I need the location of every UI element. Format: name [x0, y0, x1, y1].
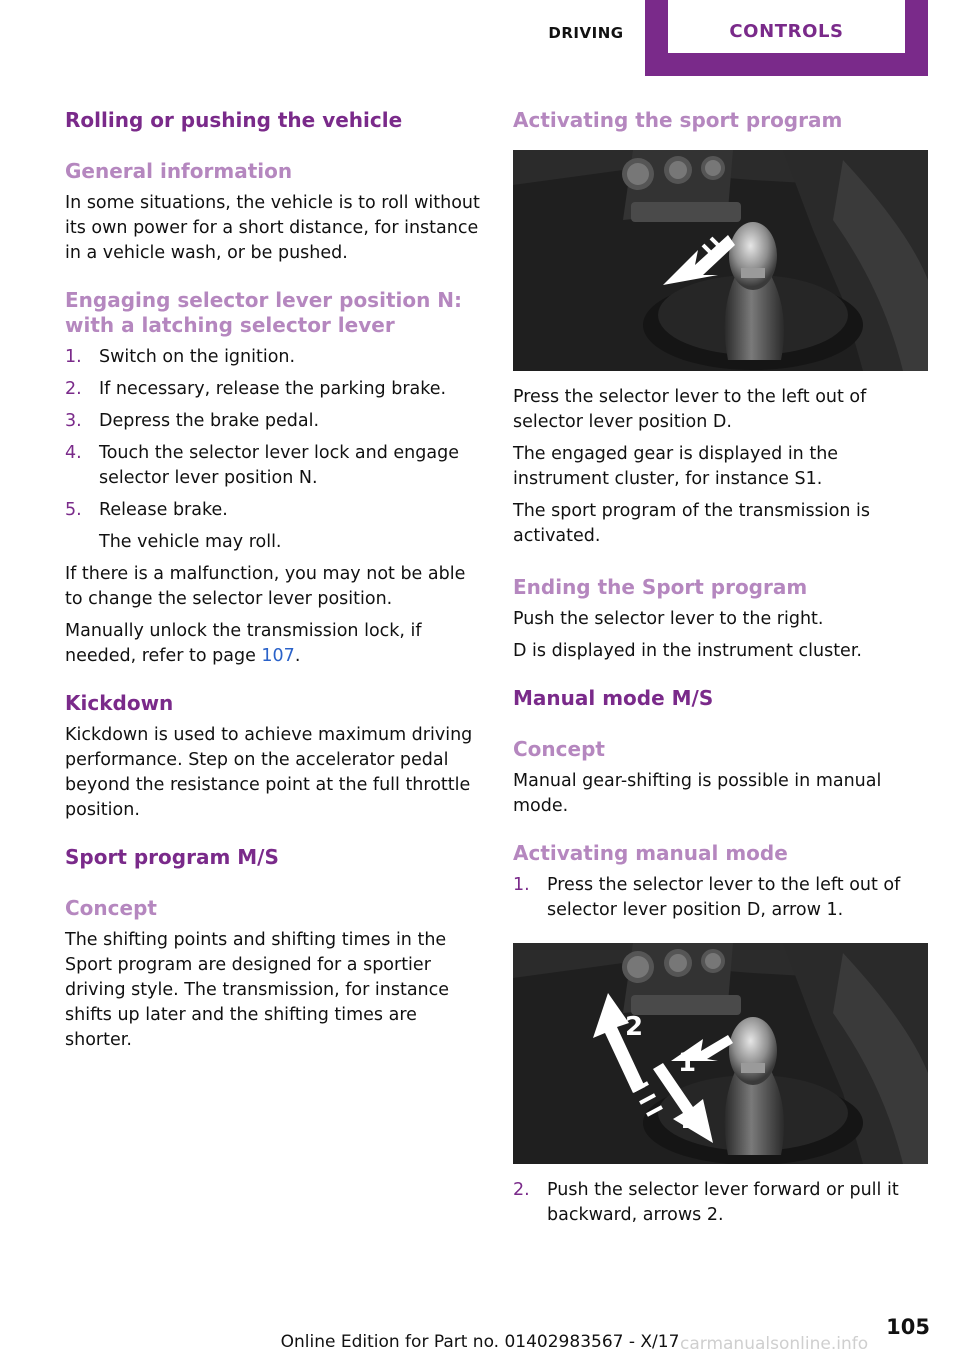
- paragraph-unlock: Manually unlock the transmission lock, if needed, refer to page 107.: [65, 621, 422, 666]
- arrow-label-2-top: 2: [625, 1012, 644, 1042]
- arrow-label-2-bottom: 2: [681, 1105, 700, 1135]
- chapter-tab-inner: [668, 0, 905, 53]
- header-section: DRIVING: [548, 24, 624, 42]
- heading-sport-program: Sport program M/S: [65, 845, 279, 869]
- heading-ending-sport: Ending the Sport program: [513, 575, 808, 599]
- heading-manual-mode: Manual mode M/S: [513, 686, 714, 710]
- paragraph-press-left: Press the selector lever to the left out of selector lever position D.: [513, 387, 867, 432]
- list-item: 1. Press the selector lever to the left out of selector lever position D, arrow 1.: [513, 875, 901, 920]
- manual-steps-list-2: [513, 1178, 928, 1228]
- chapter-title: CONTROLS: [729, 21, 844, 42]
- paragraph-sport-activated: The sport program of the transmission is activated.: [513, 501, 870, 546]
- paragraph-general: In some situations, the vehicle is to roll without its own power for a short distance, for instance in a vehicle wash, or be pushed.: [65, 193, 480, 263]
- heading-rolling: Rolling or pushing the vehicle: [65, 108, 403, 132]
- paragraph-concept: The shifting points and shifting times in the Sport program are designed for a sportier driving style. The transmission, for instance shifts up later and the shifting times are shorter.: [65, 930, 450, 1050]
- steps-list: [65, 345, 480, 555]
- heading-activating-sport: Activating the sport program: [513, 108, 843, 132]
- list-item: 1. Switch on the ignition.: [65, 347, 296, 367]
- paragraph-malfunction: If there is a malfunction, you may not be able to change the selector lever position.: [65, 564, 466, 609]
- heading-engaging-n: Engaging selector lever position N: with a latching selector lever: [65, 288, 463, 337]
- right-column: [513, 108, 928, 1235]
- paragraph-push-right: Push the selector lever to the right.: [513, 609, 824, 629]
- heading-concept-manual: Concept: [513, 737, 605, 761]
- manual-mode-illustration: [513, 943, 928, 1164]
- heading-activating-manual: Activating manual mode: [513, 841, 788, 865]
- watermark: carmanualsonline.info: [680, 1334, 869, 1354]
- page-link-107[interactable]: 107: [261, 646, 295, 666]
- chapter-tab: [645, 0, 928, 76]
- heading-kickdown: Kickdown: [65, 691, 174, 715]
- list-item: 5. Release brake. The vehicle may roll.: [65, 498, 480, 555]
- list-item: 2. If necessary, release the parking brake.: [65, 379, 447, 399]
- paragraph-manual-concept: Manual gear-shifting is possible in manual mode.: [513, 771, 882, 816]
- heading-concept: Concept: [65, 896, 157, 920]
- list-item: 2. Push the selector lever forward or pull it backward, arrows 2.: [513, 1180, 899, 1225]
- manual-steps-list: [513, 873, 928, 923]
- paragraph-kickdown: Kickdown is used to achieve maximum driving performance. Step on the accelerator pedal beyond the resistance point at the full throttle position.: [65, 725, 473, 820]
- list-item: 4. Touch the selector lever lock and engage selector lever position N.: [65, 443, 459, 488]
- paragraph-d-displayed: D is displayed in the instrument cluster.: [513, 641, 862, 661]
- footer-edition: Online Edition for Part no. 01402983567 - X/17: [280, 1332, 680, 1352]
- selector-lever-illustration: [513, 150, 928, 371]
- arrow-label-1: 1: [678, 1048, 697, 1078]
- list-item: 3. Depress the brake pedal.: [65, 411, 320, 431]
- page-number: 105: [886, 1315, 930, 1339]
- heading-general-information: General information: [65, 159, 293, 183]
- paragraph-engaged-gear: The engaged gear is displayed in the instrument cluster, for instance S1.: [513, 444, 839, 489]
- list-item-note: The vehicle may roll.: [99, 532, 282, 552]
- left-column: [65, 108, 480, 1053]
